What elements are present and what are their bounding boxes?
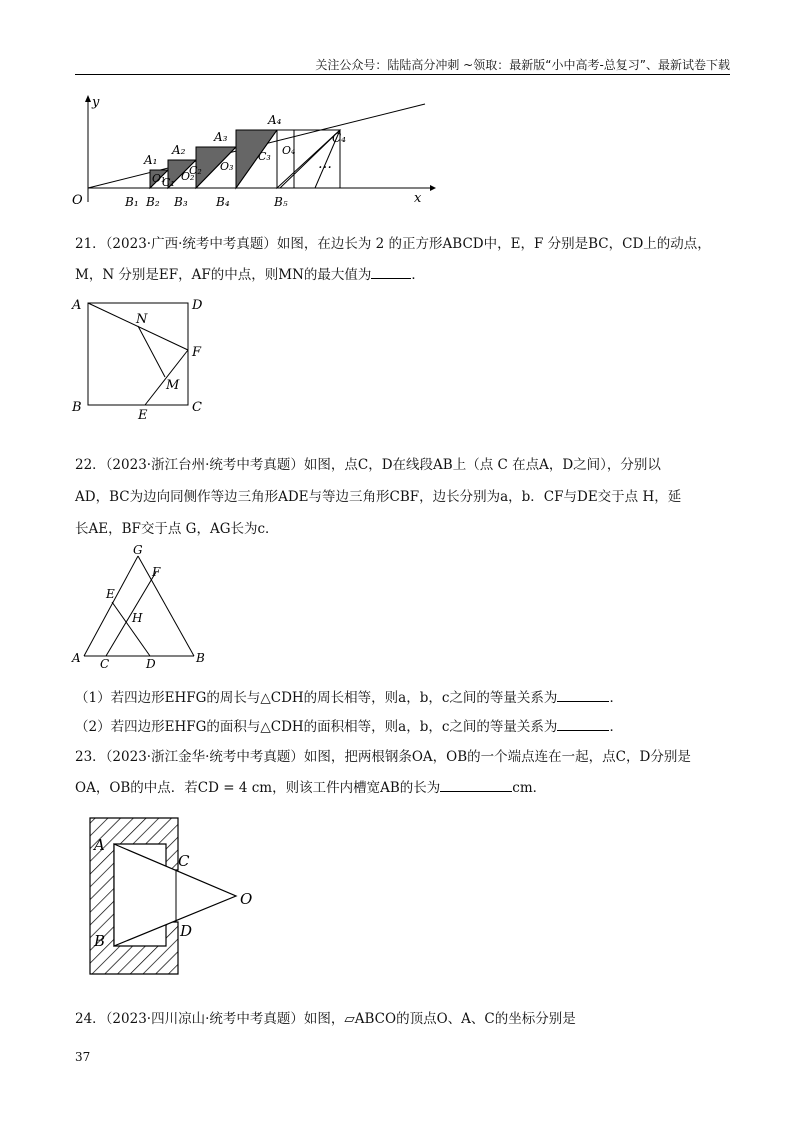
- q22-label-A: A: [72, 651, 81, 665]
- q23-label-D: D: [180, 922, 193, 940]
- fig-label: O₃: [220, 160, 234, 173]
- fig-label: A₁: [144, 153, 158, 167]
- top-figure: [70, 92, 440, 212]
- q21-label-M: M: [166, 378, 180, 393]
- q22-sub1-end: ．: [609, 690, 623, 706]
- q22-label-H: H: [132, 611, 143, 625]
- q23-unit: cm．: [512, 780, 547, 796]
- q22-label-D: D: [146, 657, 156, 671]
- q22-sub1-text: （1）若四边形EHFG的周长与△CDH的周长相等，则a，b，c之间的等量关系为: [75, 690, 558, 706]
- fig-label: C₂: [189, 164, 202, 177]
- fig-label: y: [92, 95, 100, 110]
- fig-label: A₂: [172, 143, 186, 157]
- fig-label: …: [318, 156, 332, 172]
- q22-line1: 22．（2023·浙江台州·统考中考真题）如图，点C，D在线段AB上（点 C 在点A，D之间），分别以: [75, 457, 661, 473]
- fig-label: O: [72, 193, 83, 208]
- q21-answer-blank: [371, 278, 411, 279]
- q23-label-B: B: [94, 932, 106, 950]
- q22-label-F: F: [152, 565, 161, 579]
- q22-sub1-blank: [557, 701, 609, 702]
- page-number: 37: [75, 1050, 91, 1064]
- fig-label: x: [414, 191, 422, 206]
- q22-label-G: G: [133, 543, 143, 557]
- fig-label: B₄: [216, 195, 230, 209]
- q23-label-C: C: [178, 852, 190, 870]
- fig-label: C₄: [332, 131, 346, 145]
- q21-label-E: E: [138, 408, 148, 423]
- q21-label-F: F: [192, 345, 202, 360]
- fig-label: O₄: [282, 144, 296, 157]
- fig-label: B₁: [125, 195, 139, 209]
- q23-label-A: A: [94, 836, 105, 854]
- q22-label-C: C: [100, 657, 110, 671]
- fig-label: B₂: [146, 195, 160, 209]
- q22-sub1: [75, 687, 735, 709]
- fig-label: A₄: [268, 113, 282, 127]
- q21-label-C: C: [192, 400, 202, 415]
- fig-label: B₃: [174, 195, 188, 209]
- page-header: 关注公众号：陆陆高分冲刺 ~领取：最新版“小中高考-总复习”、最新试卷下载: [315, 58, 730, 72]
- q22-label-B: B: [196, 651, 205, 665]
- q22-sub2: [75, 716, 735, 738]
- q22-line2: AD，BC为边向同侧作等边三角形ADE与等边三角形CBF，边长分别为a，b．CF与DE交于点 H，延: [75, 489, 682, 505]
- q21-line2: [75, 264, 735, 286]
- q21-line2-text: M，N 分别是EF，AF的中点，则MN的最大值为: [75, 267, 372, 283]
- fig-label: O₁: [152, 172, 166, 185]
- q22-sub2-end: ．: [609, 719, 623, 735]
- q23-label-O: O: [240, 890, 253, 908]
- q21-label-A: A: [72, 298, 82, 313]
- fig-label: A₃: [214, 130, 228, 144]
- fig-label: O₂: [181, 170, 195, 183]
- q21-figure: [70, 295, 220, 425]
- q22-figure: [70, 543, 220, 671]
- q23-line2-text: OA，OB的中点．若CD = 4 cm，则该工件内槽宽AB的长为: [75, 780, 441, 796]
- q22-line3: 长AE，BF交于点 G，AG长为c．: [75, 521, 279, 537]
- q21-end: ．: [411, 267, 425, 283]
- fig-label: C₃: [258, 150, 271, 163]
- q24-line1: 24．（2023·四川凉山·统考中考真题）如图，▱ABCO的顶点O、A、C的坐标分别是: [75, 1011, 576, 1027]
- q22-label-E: E: [106, 587, 115, 601]
- q23-line1: 23．（2023·浙江金华·统考中考真题）如图，把两根钢条OA，OB的一个端点连在一起，点C，D分别是: [75, 749, 691, 765]
- header-rule: [75, 74, 730, 75]
- q21-label-B: B: [72, 400, 82, 415]
- q22-sub2-blank: [557, 730, 609, 731]
- q23-figure: [86, 814, 266, 984]
- q21-line1: 21．（2023·广西·统考中考真题）如图，在边长为 2 的正方形ABCD中，E，F 分别是BC，CD上的动点，: [75, 236, 711, 252]
- q21-label-N: N: [136, 312, 148, 327]
- fig-label: C₁: [162, 176, 175, 189]
- q23-answer-blank: [440, 791, 512, 792]
- fig-label: B₅: [274, 195, 288, 209]
- q22-sub2-text: （2）若四边形EHFG的面积与△CDH的面积相等，则a，b，c之间的等量关系为: [75, 719, 558, 735]
- q21-label-D: D: [192, 298, 203, 313]
- q23-line2: [75, 777, 735, 799]
